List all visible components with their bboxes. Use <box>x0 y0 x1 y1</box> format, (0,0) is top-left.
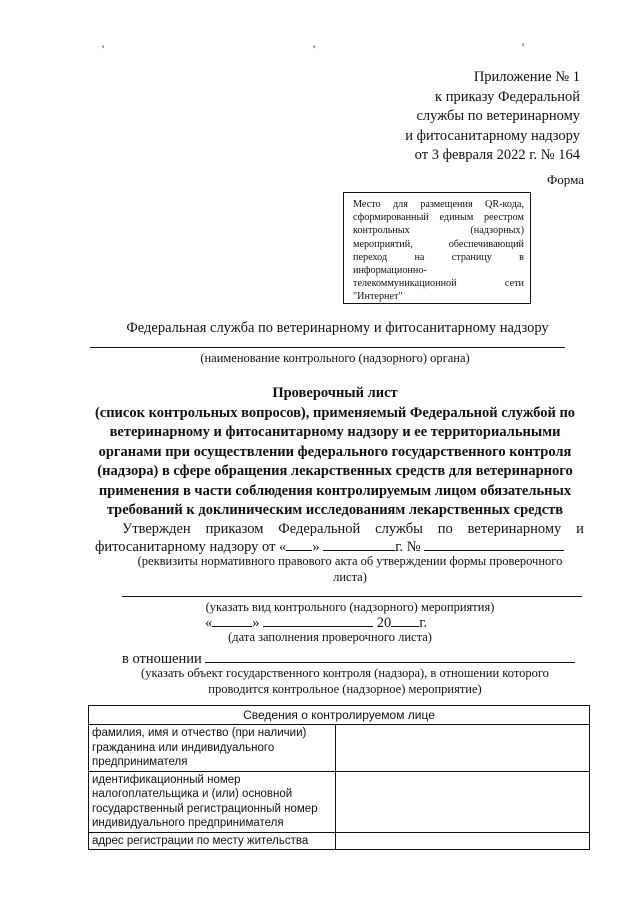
qr-box-line: Место для размещения QR-кода, <box>353 199 524 210</box>
title-line: применения в части соблюдения контролируемым лицом обязательных <box>98 482 572 499</box>
appendix-line: и фитосанитарному надзору <box>405 127 580 144</box>
object-caption-line: проводится контрольное (надзорное) мероприятие) <box>208 682 482 696</box>
title-line: (список контрольных вопросов), применяемый Федеральной службой по <box>94 404 576 421</box>
controlled-person-table <box>88 705 590 850</box>
appendix-line: Приложение № 1 <box>473 69 580 85</box>
approved-word: службы <box>375 521 423 537</box>
control-kind-caption: (указать вид контрольного (надзорного) мероприятия) <box>205 600 495 614</box>
qr-box-line: контрольных (надзорных) <box>353 225 524 237</box>
approved-year-suffix: г. № <box>395 539 421 555</box>
approved-day-field[interactable] <box>286 538 312 551</box>
agency-underline <box>90 347 565 348</box>
table-row <box>89 771 590 832</box>
title-line: Проверочный лист <box>272 385 398 401</box>
qr-box-line: телекоммуникационной сети <box>353 278 524 290</box>
approved-word: по <box>437 521 453 537</box>
approved-word: Федеральной <box>278 521 361 537</box>
title-line: ветеринарному и фитосанитарному надзору и ее территориальными <box>109 424 561 440</box>
appendix-line: от 3 февраля 2022 г. № 164 <box>414 147 580 163</box>
appendix-line: к приказу Федеральной <box>435 88 580 105</box>
row-value-address[interactable] <box>336 832 590 850</box>
row-label-address: адрес регистрации по месту жительства <box>89 832 336 850</box>
fill-date-caption: (дата заполнения проверочного листа) <box>228 630 432 644</box>
scan-mark-3: ' <box>522 40 525 54</box>
table-row <box>89 725 590 772</box>
appendix-line: службы по ветеринарному <box>416 108 580 124</box>
qr-box-line: переход на страницу в <box>353 251 524 263</box>
approved-number-field[interactable] <box>424 538 564 551</box>
in-relation-label: в отношении <box>122 651 202 667</box>
approved-word: ветеринарному <box>467 521 562 537</box>
approved-prefix: фитосанитарному надзору от « <box>95 539 287 555</box>
title-line: (надзора) в сфере обращения лекарственных средств для ветеринарного <box>97 463 573 479</box>
row-value-full-name[interactable] <box>336 725 590 772</box>
control-object-caption <box>130 665 560 697</box>
qr-box-line: информационно- <box>353 265 427 277</box>
approved-word: и <box>576 521 584 537</box>
qr-code-placeholder-box <box>343 192 531 304</box>
date-year-prefix: 20 <box>376 615 392 631</box>
agency-caption: (наименование контрольного (надзорного) органа) <box>200 351 470 365</box>
qr-box-line: "Интернет" <box>353 291 403 303</box>
approved-caption <box>130 553 570 585</box>
approved-quote-close: » <box>312 539 320 555</box>
appendix-header <box>380 68 580 166</box>
fill-month-field[interactable] <box>263 614 373 627</box>
row-label-full-name: фамилия, имя и отчество (при наличии) гражданина или индивидуального предпринимателя <box>89 725 336 772</box>
row-value-inn-ogrn[interactable] <box>336 771 590 832</box>
table-row <box>89 832 590 850</box>
approved-caption-line: (реквизиты нормативного правового акта об утверждении формы проверочного <box>137 554 563 568</box>
scan-mark-2: ' <box>313 42 316 56</box>
approved-word: приказом <box>205 521 264 537</box>
title-line: органами при осуществлении федерального государственного контроля <box>98 443 572 460</box>
approved-month-field[interactable] <box>323 538 395 551</box>
agency-name: Федеральная служба по ветеринарному и фитосанитарному надзору <box>126 320 549 336</box>
qr-box-line: мероприятий, обеспечивающий <box>353 238 524 250</box>
scan-mark-1: ' <box>102 42 105 56</box>
date-year-suffix: г. <box>419 615 428 631</box>
date-quote-open: « <box>205 615 213 631</box>
date-quote-close: » <box>252 615 260 631</box>
form-label: Форма <box>547 172 584 187</box>
control-kind-field[interactable] <box>122 596 582 597</box>
fill-day-field[interactable] <box>212 614 252 627</box>
approved-caption-line: листа) <box>333 570 367 584</box>
table-header: Сведения о контролируемом лице <box>89 706 590 725</box>
object-caption-line: (указать объект государственного контроля (надзора), в отношении которого <box>141 666 549 680</box>
fill-year-field[interactable] <box>391 614 419 627</box>
title-line: требований к доклиническим исследованиям лекарственных средств <box>106 502 564 518</box>
control-object-field[interactable] <box>205 650 575 663</box>
approved-line-1 <box>122 521 584 538</box>
qr-box-line: сформированный единым реестром <box>353 212 524 224</box>
row-label-inn-ogrn: идентификационный номер налогоплательщика и (или) основной государственный регистрационный номер индивидуального предпринимателя <box>89 771 336 832</box>
document-title <box>80 384 590 521</box>
approved-word: Утвержден <box>122 521 191 537</box>
